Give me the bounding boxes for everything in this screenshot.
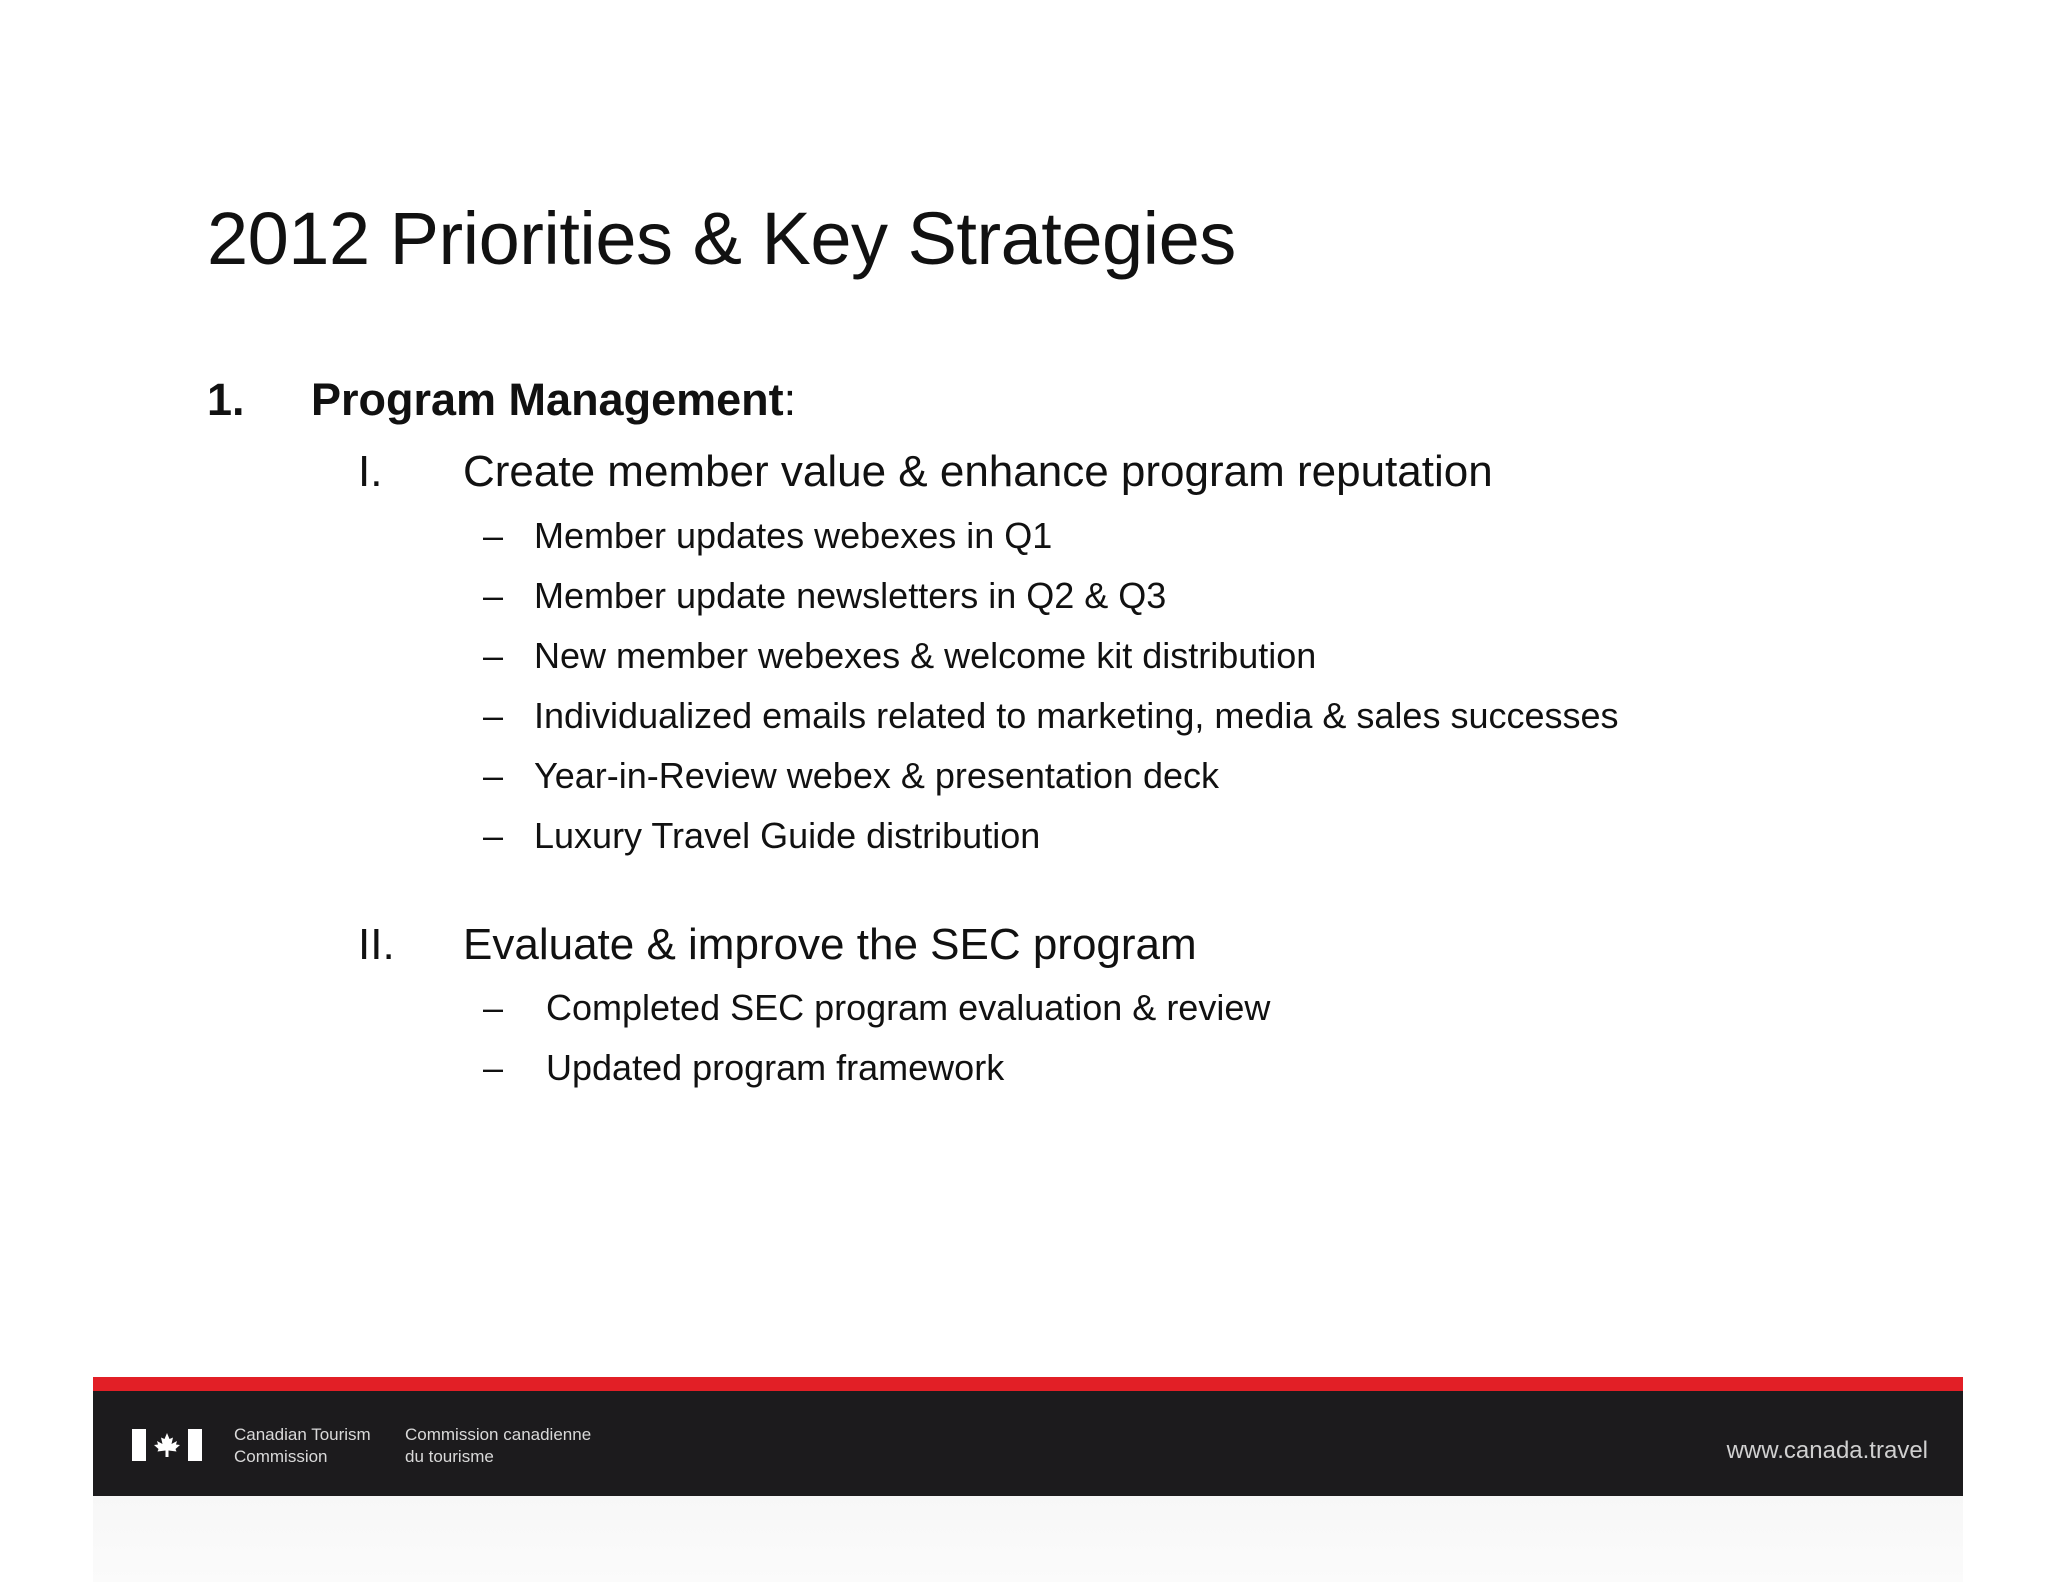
bullet-item: Member updates webexes in Q1 xyxy=(534,515,1053,556)
footer-bar xyxy=(93,1391,1963,1496)
bullet-item: Year-in-Review webex & presentation deck xyxy=(534,755,1220,796)
bullet-dash: – xyxy=(483,515,504,556)
footer-org-english-line1: Canadian Tourism xyxy=(234,1425,371,1444)
footer-shadow-strip xyxy=(93,1496,1963,1582)
section-numeral: II. xyxy=(358,920,395,969)
footer-org-french xyxy=(405,1424,591,1468)
bullet-dash: ‒ xyxy=(483,987,504,1028)
bullet-dash: – xyxy=(483,635,504,676)
section-heading: Create member value & enhance program reputation xyxy=(463,447,1493,496)
footer-org-french-line2: du tourisme xyxy=(405,1447,494,1466)
slide-title: 2012 Priorities & Key Strategies xyxy=(207,197,1236,280)
section-heading: Evaluate & improve the SEC program xyxy=(463,920,1197,969)
bullet-item: Updated program framework xyxy=(546,1047,1005,1088)
footer-org-english-line2: Commission xyxy=(234,1447,328,1466)
bullet-dash: – xyxy=(483,755,504,796)
priority-number: 1. xyxy=(207,374,245,425)
bullet-dash: – xyxy=(483,695,504,736)
bullet-item: Member update newsletters in Q2 & Q3 xyxy=(534,575,1167,616)
footer-org-french-line1: Commission canadienne xyxy=(405,1425,592,1444)
bullet-dash: – xyxy=(483,575,504,616)
priority-heading xyxy=(311,374,796,426)
footer-website-url: www.canada.travel xyxy=(1726,1437,1928,1464)
bullet-item: Individualized emails related to marketing, media & sales successes xyxy=(534,695,1619,736)
footer-accent-stripe xyxy=(93,1377,1963,1391)
bullet-item: Luxury Travel Guide distribution xyxy=(534,815,1041,856)
bullet-dash: – xyxy=(483,815,504,856)
canada-flag-icon xyxy=(132,1429,202,1461)
section-numeral: I. xyxy=(358,447,383,496)
bullet-item: New member webexes & welcome kit distribution xyxy=(534,635,1317,676)
bullet-item: Completed SEC program evaluation & review xyxy=(546,987,1271,1028)
priority-label: Program Management xyxy=(311,374,784,425)
footer-org-english xyxy=(234,1424,371,1468)
bullet-dash: ‒ xyxy=(483,1047,504,1088)
priority-colon: : xyxy=(783,374,797,425)
